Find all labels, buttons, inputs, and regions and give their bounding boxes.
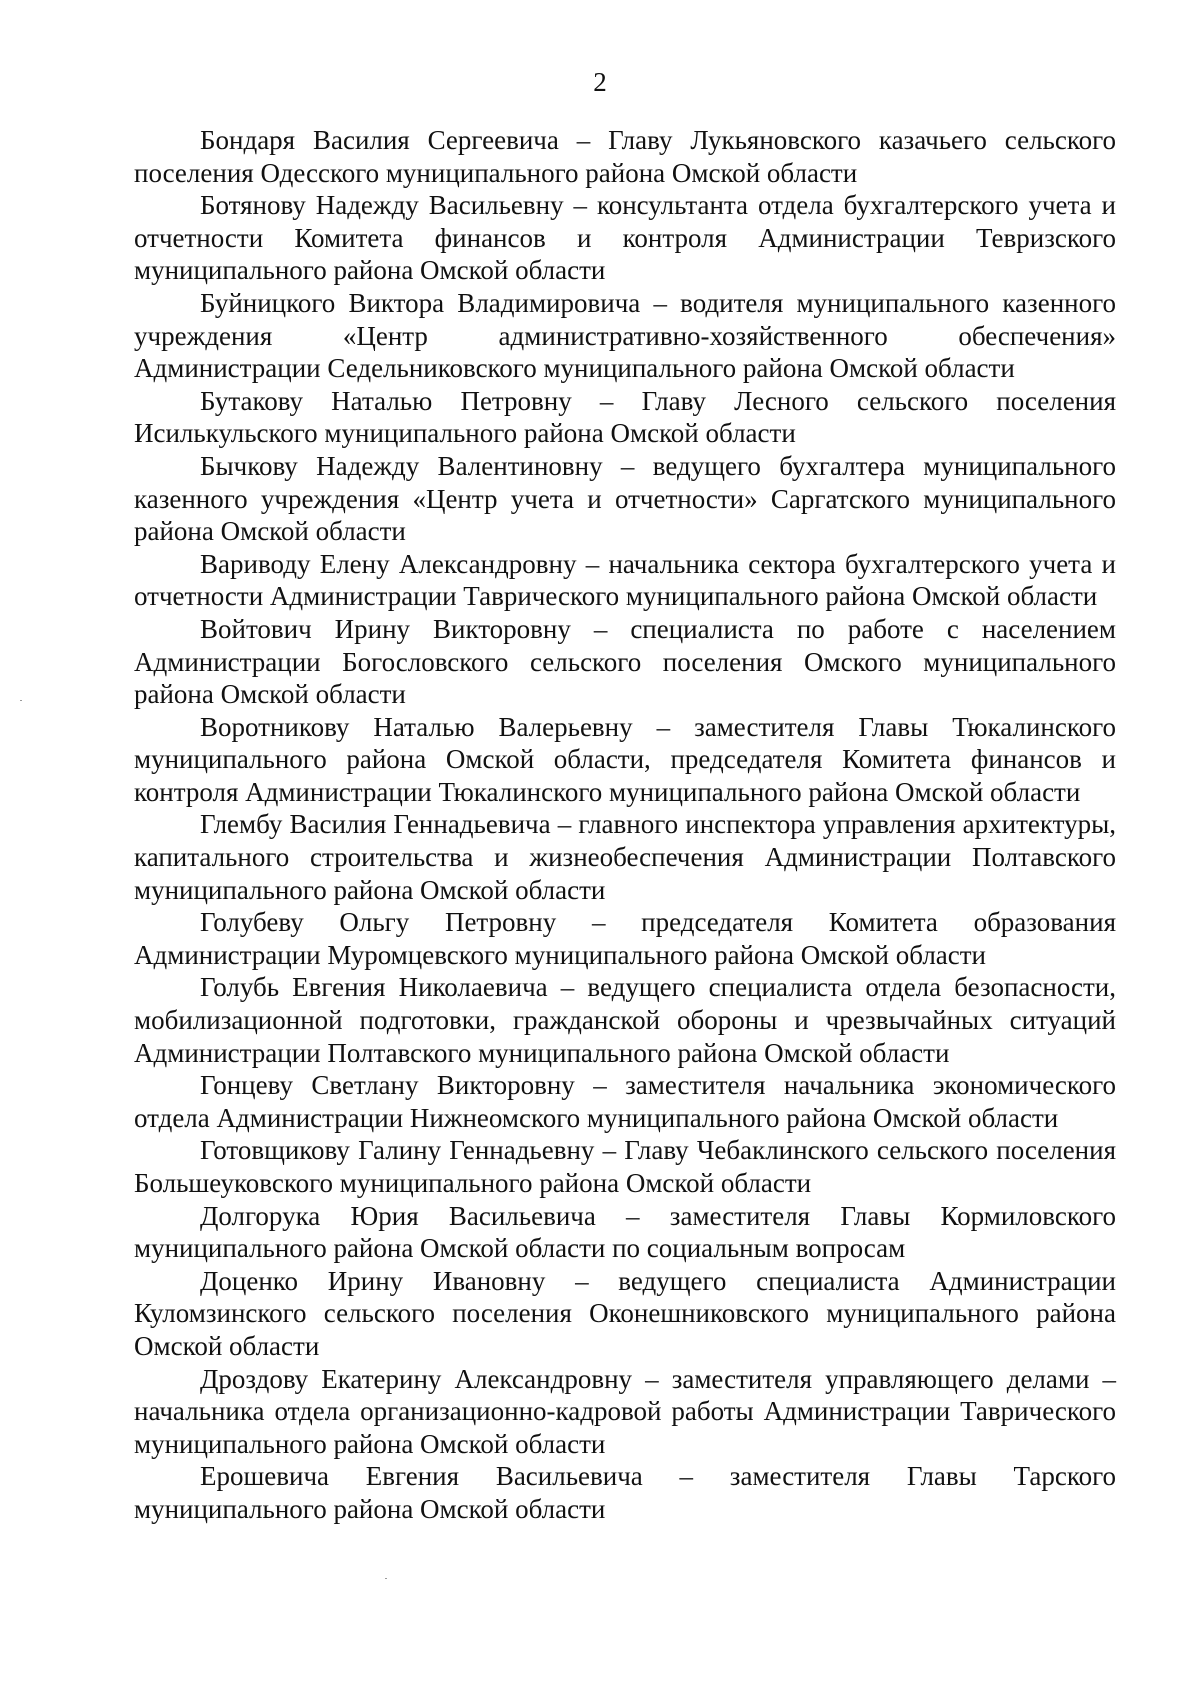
list-entry: Доценко Ирину Ивановну – ведущего специалиста Администрации Куломзинского сельского поселения Оконешниковского муниципального района Омской области bbox=[134, 1265, 1116, 1361]
list-entry: Воротникову Наталью Валерьевну – заместителя Главы Тюкалинского муниципального района Омской области, председателя Комитета финансов и контроля Администрации Тюкалинского муниципального района Омской области bbox=[134, 711, 1116, 807]
list-entry: Готовщикову Галину Геннадьевну – Главу Чебаклинского сельского поселения Большеуковского муниципального района Омской области bbox=[134, 1135, 1116, 1198]
list-entry: Бутакову Наталью Петровну – Главу Лесного сельского поселения Исилькульского муниципального района Омской области bbox=[134, 385, 1116, 449]
list-entry: Гонцеву Светлану Викторовну – заместителя начальника экономического отдела Администрации Нижнеомского муниципального района Омской области bbox=[134, 1070, 1116, 1133]
list-entry: Ботянову Надежду Васильевну – консультанта отдела бухгалтерского учета и отчетности Комитета финансов и контроля Администрации Тевризского муниципального района Омской области bbox=[134, 190, 1116, 286]
list-entry: Ерошевича Евгения Васильевича – заместителя Главы Тарского муниципального района Омской области bbox=[134, 1461, 1116, 1524]
scan-speck bbox=[20, 700, 22, 701]
list-entry: Долгорука Юрия Васильевича – заместителя Главы Кормиловского муниципального района Омской области по социальным вопросам bbox=[134, 1200, 1116, 1264]
list-entry: Бондаря Василия Сергеевича – Главу Лукьяновского казачьего сельского поселения Одесского муниципального района Омской области bbox=[134, 125, 1116, 188]
scan-speck bbox=[385, 1578, 387, 1579]
list-entry: Голубеву Ольгу Петровну – председателя Комитета образования Администрации Муромцевского муниципального района Омской области bbox=[134, 907, 1116, 970]
list-entry: Дроздову Екатерину Александровну – заместителя управляющего делами – начальника отдела организационно-кадровой работы Администрации Таврического муниципального района Омской области bbox=[134, 1363, 1116, 1459]
list-entry: Буйницкого Виктора Владимировича – водителя муниципального казенного учреждения «Центр административно-хозяйственного обеспечения» Администрации Седельниковского муниципального района Омской области bbox=[134, 287, 1116, 384]
list-entry: Бычкову Надежду Валентиновну – ведущего бухгалтера муниципального казенного учреждения «Центр учета и отчетности» Саргатского муниципального района Омской области bbox=[134, 450, 1116, 547]
list-entry: Глембу Василия Геннадьевича – главного инспектора управления архитектуры, капитального строительства и жизнеобеспечения Администрации Полтавского муниципального района Омской области bbox=[134, 809, 1116, 905]
page-number: 2 bbox=[593, 67, 607, 97]
award-list bbox=[134, 124, 1116, 1526]
list-entry: Вариводу Елену Александровну – начальника сектора бухгалтерского учета и отчетности Администрации Таврического муниципального района Омской области bbox=[134, 548, 1116, 612]
list-entry: Голубь Евгения Николаевича – ведущего специалиста отдела безопасности, мобилизационной подготовки, гражданской обороны и чрезвычайных ситуаций Администрации Полтавского муниципального района Омской области bbox=[134, 972, 1116, 1068]
list-entry: Войтович Ирину Викторовну – специалиста по работе с населением Администрации Богословского сельского поселения Омского муниципального района Омской области bbox=[134, 613, 1116, 710]
